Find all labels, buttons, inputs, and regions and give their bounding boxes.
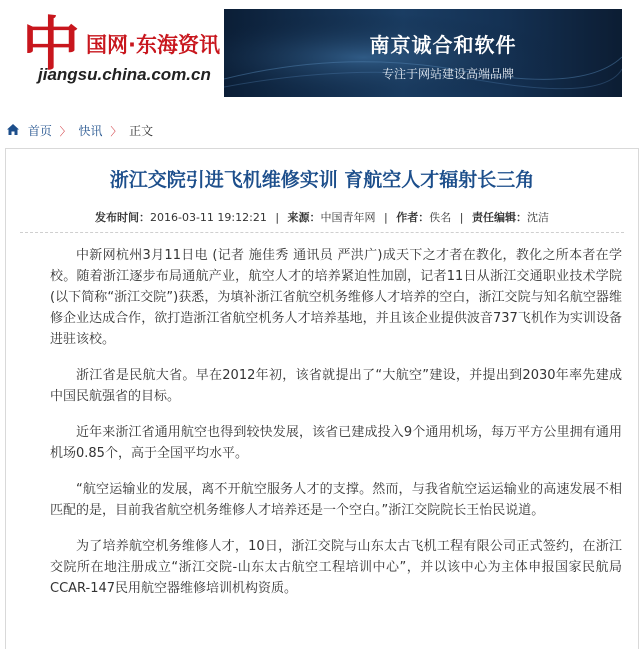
breadcrumb-separator: 〉 [110, 124, 122, 138]
article-paragraph: 为了培养航空机务维修人才，10日，浙江交院与山东太古飞机工程有限公司正式签约，在浙江交院所在地注册成立“浙江交院-山东太古航空工程培训中心”，并以该中心为主体申报国家民航局CCAR-147民用航空器维修培训机构资质。 [50, 539, 622, 596]
breadcrumb-home-link[interactable]: 首页 [27, 124, 52, 138]
breadcrumb-section-link[interactable]: 快讯 [78, 124, 103, 138]
breadcrumb-current: 正文 [129, 124, 154, 138]
logo-title: 国网·东海资讯 [86, 33, 220, 57]
meta-divider-line [20, 232, 624, 233]
breadcrumb [6, 122, 153, 142]
banner-subtitle: 专注于网站建设高端品牌 [381, 67, 514, 81]
site-header [0, 0, 644, 112]
publish-time: 2016-03-11 19:12:21 [150, 211, 267, 224]
meta-divider: | [459, 211, 464, 224]
breadcrumb-separator: 〉 [59, 124, 71, 138]
banner-title: 南京诚合和软件 [369, 33, 517, 57]
editor-label: 责任编辑： [471, 211, 527, 224]
ad-banner[interactable] [224, 9, 622, 97]
home-icon [6, 123, 20, 139]
article-container [5, 148, 639, 649]
publish-time-label: 发布时间： [95, 211, 150, 224]
meta-divider: | [275, 211, 280, 224]
logo-domain: jiangsu.china.com.cn [38, 65, 211, 84]
article-paragraph: 浙江省是民航大省。早在2012年初，该省就提出了“大航空”建设，并提出到2030年率先建成中国民航强省的目标。 [50, 368, 622, 404]
article-meta [6, 209, 638, 225]
article-paragraph: 近年来浙江省通用航空也得到较快发展，该省已建成投入9个通用机场，每万平方公里拥有通用机场0.85个，高于全国平均水平。 [50, 425, 622, 461]
article-paragraph: 中新网杭州3月11日电 (记者 施佳秀 通讯员 严洪广)成天下之才者在教化，教化之所本者在学校。随着浙江逐步布局通航产业，航空人才的培养紧迫性加剧，记者11日从浙江交通职业技术学院(以下简称“浙江交院”)获悉，为填补浙江省航空机务维修人才培养的空白，浙江交院与知名航空器维修企业达成合作，欲打造浙江省航空机务人才培养基地，并且该企业提供波音737飞机作为实训设备进驻该校。 [50, 248, 622, 347]
logo-mark: 中 [22, 10, 81, 78]
meta-divider: | [384, 211, 388, 224]
source-label: 来源： [287, 211, 321, 224]
editor: 沈洁 [526, 211, 549, 224]
article-paragraph: “航空运输业的发展，离不开航空服务人才的支撑。然而，与我省航空运运输业的高速发展不相匹配的是，目前我省航空机务维修人才培养还是一个空白。”浙江交院院长王怡民说道。 [50, 482, 622, 518]
article-title: 浙江交院引进飞机维修实训 育航空人才辐射长三角 [109, 169, 535, 191]
article-body [50, 245, 622, 614]
site-logo[interactable] [22, 9, 220, 95]
author-label: 作者： [396, 211, 430, 224]
source: 中国青年网 [320, 211, 376, 224]
author: 佚名 [429, 211, 452, 224]
